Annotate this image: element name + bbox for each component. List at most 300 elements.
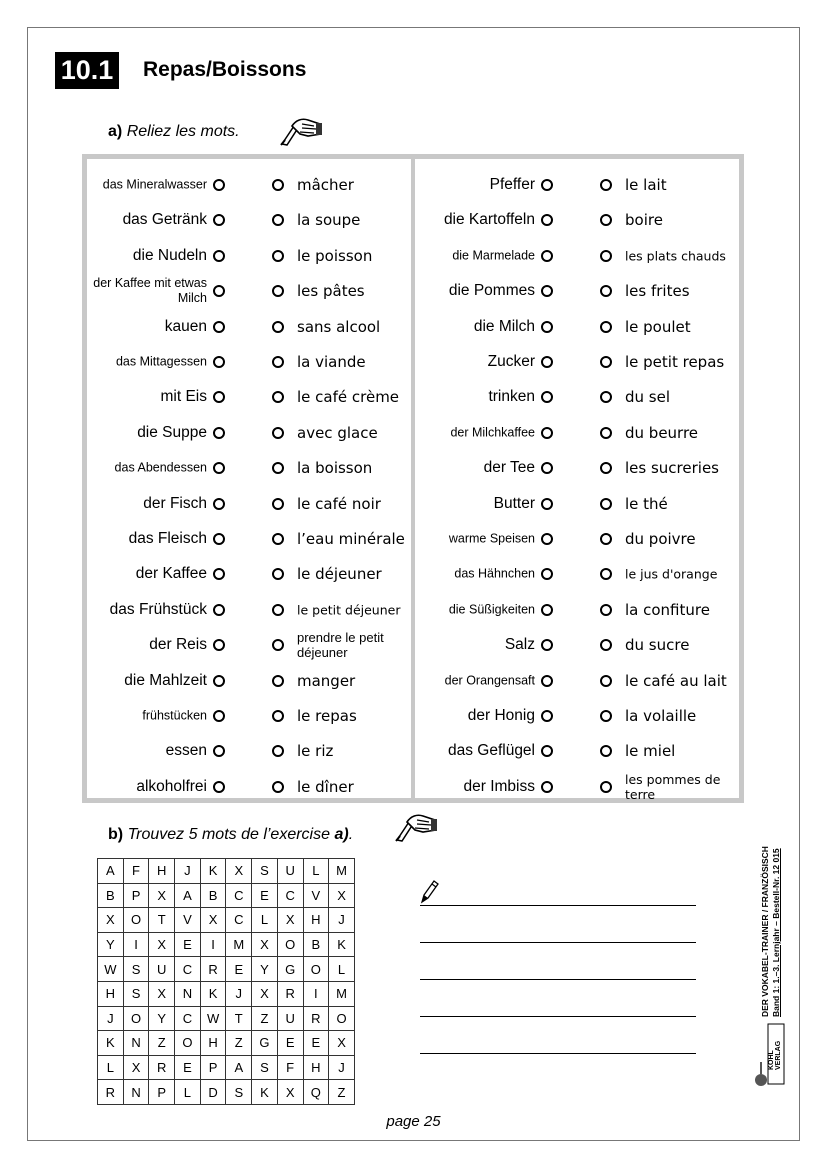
french-word: avec glace	[297, 423, 378, 442]
grid-cell[interactable]: U	[277, 859, 303, 884]
connect-dot-german[interactable]	[541, 639, 553, 651]
grid-cell[interactable]: E	[175, 1055, 201, 1080]
grid-cell[interactable]: Q	[303, 1080, 329, 1105]
connect-dot-german[interactable]	[541, 179, 553, 191]
grid-cell[interactable]: C	[277, 883, 303, 908]
connect-dot-german[interactable]	[213, 427, 225, 439]
french-word: le poulet	[625, 317, 691, 336]
match-row	[87, 416, 411, 450]
page-number: page 25	[386, 1113, 441, 1130]
side-imprint	[760, 787, 782, 1017]
connect-dot-german[interactable]	[213, 285, 225, 297]
match-row	[87, 628, 411, 662]
grid-cell[interactable]: K	[200, 981, 226, 1006]
connect-dot-french[interactable]	[272, 568, 284, 580]
connect-dot-german[interactable]	[541, 604, 553, 616]
match-row	[87, 239, 411, 273]
german-word: kauen	[164, 317, 207, 335]
german-word: die Suppe	[137, 423, 207, 441]
french-word: les pâtes	[297, 282, 365, 301]
german-word: der Kaffee	[135, 565, 207, 583]
writing-hand-icon	[393, 810, 439, 842]
match-row	[87, 168, 411, 202]
grid-cell[interactable]: I	[123, 932, 149, 957]
connect-dot-french[interactable]	[272, 285, 284, 297]
grid-cell[interactable]: S	[252, 1055, 278, 1080]
connect-dot-french[interactable]	[600, 781, 612, 793]
french-word: le thé	[625, 494, 668, 513]
grid-row	[98, 981, 355, 1006]
grid-cell[interactable]: X	[252, 981, 278, 1006]
german-word: der Reis	[149, 636, 207, 654]
grid-cell[interactable]: K	[329, 932, 355, 957]
match-row	[415, 310, 739, 344]
grid-cell[interactable]: J	[329, 1055, 355, 1080]
french-word: manger	[297, 671, 356, 690]
connect-dot-german[interactable]	[213, 781, 225, 793]
match-row	[415, 734, 739, 768]
german-word: essen	[165, 742, 207, 760]
connect-dot-french[interactable]	[600, 604, 612, 616]
german-word: der Fisch	[143, 494, 207, 512]
publisher-name: KOHL VERLAG	[768, 1040, 782, 1070]
connect-dot-german[interactable]	[541, 710, 553, 722]
connect-dot-french[interactable]	[600, 250, 612, 262]
connect-dot-german[interactable]	[541, 781, 553, 793]
answer-line[interactable]	[420, 942, 696, 943]
grid-cell[interactable]: E	[175, 932, 201, 957]
grid-cell[interactable]: M	[329, 981, 355, 1006]
german-word: der Honig	[467, 707, 535, 724]
connect-dot-german[interactable]	[541, 214, 553, 226]
grid-cell[interactable]: O	[329, 1006, 355, 1031]
grid-row	[98, 883, 355, 908]
grid-cell[interactable]: E	[226, 957, 252, 982]
grid-cell[interactable]: J	[175, 859, 201, 884]
match-row	[87, 345, 411, 379]
connect-dot-french[interactable]	[272, 391, 284, 403]
grid-cell[interactable]: A	[98, 859, 124, 884]
imprint-series: DER VOKABEL-TRAINER / FRANZÖSISCH	[760, 846, 770, 1017]
grid-cell[interactable]: Z	[252, 1006, 278, 1031]
grid-cell[interactable]: X	[149, 883, 175, 908]
grid-cell[interactable]: Y	[252, 957, 278, 982]
french-word: le petit déjeuner	[297, 602, 401, 618]
grid-cell[interactable]: X	[329, 883, 355, 908]
french-word: le café noir	[297, 494, 381, 513]
grid-cell[interactable]: B	[200, 883, 226, 908]
grid-cell[interactable]: L	[252, 908, 278, 933]
grid-cell[interactable]: H	[149, 859, 175, 884]
connect-dot-german[interactable]	[213, 604, 225, 616]
grid-row	[98, 1031, 355, 1056]
grid-cell[interactable]: F	[277, 1055, 303, 1080]
match-row	[87, 451, 411, 485]
connect-dot-german[interactable]	[541, 568, 553, 580]
connect-dot-french[interactable]	[600, 427, 612, 439]
match-row	[87, 699, 411, 733]
french-word: la volaille	[625, 707, 697, 725]
grid-cell[interactable]: R	[303, 1006, 329, 1031]
connect-dot-french[interactable]	[600, 462, 612, 474]
grid-cell[interactable]: N	[175, 981, 201, 1006]
grid-cell[interactable]: J	[98, 1006, 124, 1031]
exercise-b-instruction	[108, 826, 353, 844]
german-word: der Orangensaft	[444, 673, 535, 688]
grid-cell[interactable]: S	[252, 859, 278, 884]
connect-dot-german[interactable]	[541, 285, 553, 297]
german-word: trinken	[488, 388, 535, 406]
french-word: le dîner	[297, 777, 354, 796]
writing-hand-icon	[278, 114, 324, 146]
grid-cell[interactable]: C	[226, 883, 252, 908]
grid-cell[interactable]: R	[200, 957, 226, 982]
grid-cell[interactable]: X	[123, 1055, 149, 1080]
connect-dot-french[interactable]	[272, 781, 284, 793]
connect-dot-french[interactable]	[600, 639, 612, 651]
page-title: Repas/Boissons	[143, 58, 307, 81]
grid-row	[98, 1006, 355, 1031]
connect-dot-french[interactable]	[272, 427, 284, 439]
match-row	[87, 380, 411, 414]
grid-cell[interactable]: A	[175, 883, 201, 908]
imprint-volume: Band 1: 1.–3. Lernjahr – Bestell-Nr. 12 015	[771, 848, 781, 1017]
connect-dot-french[interactable]	[600, 710, 612, 722]
grid-row	[98, 1055, 355, 1080]
grid-cell[interactable]: S	[123, 981, 149, 1006]
exercise-a-text: Reliez les mots.	[126, 123, 240, 140]
grid-cell[interactable]: I	[200, 932, 226, 957]
german-word: mit Eis	[160, 388, 207, 406]
french-word: la confiture	[625, 600, 710, 619]
grid-cell[interactable]: N	[123, 1031, 149, 1056]
grid-cell[interactable]: P	[200, 1055, 226, 1080]
match-row	[415, 345, 739, 379]
grid-cell[interactable]: M	[329, 859, 355, 884]
connect-dot-german[interactable]	[541, 427, 553, 439]
grid-cell[interactable]: S	[123, 957, 149, 982]
grid-cell[interactable]: L	[303, 859, 329, 884]
french-word: les sucreries	[625, 459, 719, 478]
connect-dot-german[interactable]	[541, 498, 553, 510]
connect-dot-german[interactable]	[541, 745, 553, 757]
grid-row	[98, 859, 355, 884]
grid-cell[interactable]: O	[123, 1006, 149, 1031]
grid-cell[interactable]: U	[149, 957, 175, 982]
grid-cell[interactable]: X	[329, 1031, 355, 1056]
match-row	[415, 522, 739, 556]
match-row	[87, 593, 411, 627]
grid-cell[interactable]: X	[149, 981, 175, 1006]
german-word: Zucker	[487, 353, 535, 370]
grid-cell[interactable]: W	[200, 1006, 226, 1031]
german-word: das Hähnchen	[454, 566, 535, 581]
grid-cell[interactable]: G	[277, 957, 303, 982]
grid-cell[interactable]: E	[303, 1031, 329, 1056]
answer-line[interactable]	[420, 1016, 696, 1017]
connect-dot-french[interactable]	[272, 214, 284, 226]
grid-cell[interactable]: R	[277, 981, 303, 1006]
exercise-b-label: b)	[108, 826, 124, 843]
connect-dot-german[interactable]	[213, 179, 225, 191]
connect-dot-german[interactable]	[541, 533, 553, 545]
connect-dot-french[interactable]	[272, 745, 284, 757]
connect-dot-french[interactable]	[600, 321, 612, 333]
grid-cell[interactable]: H	[303, 1055, 329, 1080]
french-word: le poisson	[297, 246, 373, 265]
grid-cell[interactable]: U	[277, 1006, 303, 1031]
grid-cell[interactable]: O	[175, 1031, 201, 1056]
connect-dot-german[interactable]	[213, 745, 225, 757]
german-word: Butter	[493, 494, 535, 512]
grid-cell[interactable]: L	[175, 1080, 201, 1105]
match-row	[415, 699, 739, 733]
match-row	[415, 593, 739, 627]
french-word: du beurre	[625, 423, 699, 442]
connect-dot-french[interactable]	[272, 356, 284, 368]
grid-cell[interactable]: H	[98, 981, 124, 1006]
connect-dot-german[interactable]	[213, 639, 225, 651]
answer-line[interactable]	[420, 979, 696, 980]
connect-dot-german[interactable]	[541, 250, 553, 262]
grid-cell[interactable]: E	[277, 1031, 303, 1056]
connect-dot-german[interactable]	[213, 568, 225, 580]
grid-cell[interactable]: V	[175, 908, 201, 933]
grid-cell[interactable]: T	[149, 908, 175, 933]
match-row	[87, 522, 411, 556]
match-row	[415, 416, 739, 450]
french-word: le jus d'orange	[625, 566, 718, 582]
grid-cell[interactable]: X	[98, 908, 124, 933]
connect-dot-french[interactable]	[600, 214, 612, 226]
french-word: les frites	[625, 282, 690, 301]
exercise-a-label: a)	[108, 123, 123, 140]
grid-cell[interactable]: I	[303, 981, 329, 1006]
grid-cell[interactable]: Y	[98, 932, 124, 957]
match-row	[415, 168, 739, 202]
exercise-a-instruction	[108, 123, 240, 141]
french-word: du sucre	[625, 636, 690, 655]
connect-dot-german[interactable]	[213, 214, 225, 226]
german-word: die Milch	[473, 317, 535, 335]
connect-dot-french[interactable]	[272, 462, 284, 474]
grid-row	[98, 932, 355, 957]
grid-cell[interactable]: X	[226, 859, 252, 884]
matching-panel-right	[415, 159, 739, 802]
grid-cell[interactable]: B	[98, 883, 124, 908]
grid-cell[interactable]: B	[303, 932, 329, 957]
grid-cell[interactable]: X	[200, 908, 226, 933]
german-word: das Frühstück	[109, 600, 207, 618]
connect-dot-french[interactable]	[272, 498, 284, 510]
french-word: les plats chauds	[625, 248, 726, 264]
pencil-icon	[420, 878, 440, 904]
connect-dot-german[interactable]	[213, 356, 225, 368]
grid-cell[interactable]: V	[303, 883, 329, 908]
grid-cell[interactable]: X	[277, 908, 303, 933]
grid-cell[interactable]: J	[226, 981, 252, 1006]
german-word: Pfeffer	[489, 176, 535, 193]
match-row	[87, 274, 411, 308]
german-word: der Milchkaffee	[450, 425, 535, 440]
match-row	[415, 770, 739, 804]
grid-cell[interactable]: R	[149, 1055, 175, 1080]
grid-cell[interactable]: C	[175, 1006, 201, 1031]
grid-cell[interactable]: O	[303, 957, 329, 982]
match-row	[415, 664, 739, 698]
connect-dot-french[interactable]	[600, 356, 612, 368]
grid-cell[interactable]: E	[252, 883, 278, 908]
grid-row	[98, 1080, 355, 1105]
grid-cell[interactable]: J	[329, 908, 355, 933]
connect-dot-french[interactable]	[272, 533, 284, 545]
connect-dot-german[interactable]	[213, 533, 225, 545]
answer-line[interactable]	[420, 905, 696, 906]
grid-cell[interactable]: K	[252, 1080, 278, 1105]
grid-cell[interactable]: F	[123, 859, 149, 884]
grid-cell[interactable]: D	[200, 1080, 226, 1105]
connect-dot-german[interactable]	[213, 710, 225, 722]
answer-line[interactable]	[420, 1053, 696, 1054]
grid-cell[interactable]: X	[252, 932, 278, 957]
german-word: die Pommes	[448, 282, 535, 300]
grid-cell[interactable]: M	[226, 932, 252, 957]
connect-dot-french[interactable]	[600, 533, 612, 545]
word-search-grid	[97, 858, 355, 1105]
connect-dot-german[interactable]	[541, 675, 553, 687]
german-word: der Kaffee mit etwas Milch	[93, 276, 207, 306]
german-word: der Imbiss	[463, 777, 535, 795]
match-row	[415, 451, 739, 485]
grid-cell[interactable]: Z	[329, 1080, 355, 1105]
match-row	[87, 203, 411, 237]
grid-cell[interactable]: H	[200, 1031, 226, 1056]
match-row	[87, 557, 411, 591]
grid-cell[interactable]: S	[226, 1080, 252, 1105]
match-row	[87, 664, 411, 698]
connect-dot-french[interactable]	[272, 179, 284, 191]
match-row	[415, 628, 739, 662]
german-word: frühstücken	[142, 708, 207, 723]
match-row	[87, 770, 411, 804]
grid-cell[interactable]: G	[252, 1031, 278, 1056]
connect-dot-french[interactable]	[600, 675, 612, 687]
matching-panel-left	[87, 159, 411, 798]
grid-cell[interactable]: K	[200, 859, 226, 884]
french-word: le petit repas	[625, 353, 725, 371]
connect-dot-french[interactable]	[272, 710, 284, 722]
connect-dot-german[interactable]	[541, 391, 553, 403]
german-word: die Marmelade	[452, 248, 535, 263]
match-row	[415, 203, 739, 237]
german-word: das Mittagessen	[115, 354, 207, 369]
grid-cell[interactable]: T	[226, 1006, 252, 1031]
german-word: die Mahlzeit	[124, 671, 207, 689]
grid-cell[interactable]: Z	[226, 1031, 252, 1056]
grid-cell[interactable]: N	[123, 1080, 149, 1105]
match-row	[87, 487, 411, 521]
french-word: le déjeuner	[297, 565, 382, 584]
grid-cell[interactable]: X	[277, 1080, 303, 1105]
grid-cell[interactable]: P	[149, 1080, 175, 1105]
grid-cell[interactable]: L	[329, 957, 355, 982]
german-word: das Mineralwasser	[102, 177, 207, 192]
matching-exercise	[82, 154, 744, 803]
connect-dot-french[interactable]	[600, 179, 612, 191]
connect-dot-french[interactable]	[600, 745, 612, 757]
french-word: le miel	[625, 742, 676, 761]
german-word: die Nudeln	[132, 246, 207, 264]
french-word: sans alcool	[297, 317, 381, 336]
connect-dot-french[interactable]	[272, 321, 284, 333]
grid-cell[interactable]: O	[123, 908, 149, 933]
section-number: 10.1	[55, 52, 119, 89]
match-row	[87, 734, 411, 768]
connect-dot-german[interactable]	[213, 675, 225, 687]
connect-dot-german[interactable]	[213, 498, 225, 510]
grid-cell[interactable]: O	[277, 932, 303, 957]
german-word: das Getränk	[122, 211, 207, 229]
grid-cell[interactable]: W	[98, 957, 124, 982]
german-word: der Tee	[483, 459, 535, 477]
connect-dot-german[interactable]	[213, 391, 225, 403]
connect-dot-french[interactable]	[272, 675, 284, 687]
grid-cell[interactable]: C	[226, 908, 252, 933]
german-word: das Geflügel	[447, 742, 535, 760]
french-word: le café au lait	[625, 671, 727, 690]
connect-dot-french[interactable]	[272, 250, 284, 262]
match-row	[415, 487, 739, 521]
connect-dot-french[interactable]	[600, 568, 612, 580]
match-row	[87, 310, 411, 344]
connect-dot-german[interactable]	[213, 462, 225, 474]
grid-cell[interactable]: X	[149, 932, 175, 957]
grid-cell[interactable]: L	[98, 1055, 124, 1080]
french-word: prendre le petit déjeuner	[297, 630, 384, 661]
german-word: Salz	[504, 636, 535, 654]
connect-dot-french[interactable]	[600, 391, 612, 403]
connect-dot-french[interactable]	[600, 285, 612, 297]
grid-cell[interactable]: C	[175, 957, 201, 982]
connect-dot-french[interactable]	[600, 498, 612, 510]
connect-dot-german[interactable]	[541, 462, 553, 474]
exercise-b-period: .	[348, 826, 354, 843]
french-word: le café crème	[297, 388, 400, 407]
grid-cell[interactable]: P	[123, 883, 149, 908]
connect-dot-german[interactable]	[213, 321, 225, 333]
connect-dot-german[interactable]	[541, 321, 553, 333]
exercise-b-ref: a)	[334, 826, 349, 843]
german-word: das Fleisch	[128, 530, 207, 547]
grid-cell[interactable]: A	[226, 1055, 252, 1080]
grid-row	[98, 908, 355, 933]
connect-dot-french[interactable]	[272, 604, 284, 616]
grid-cell[interactable]: Y	[149, 1006, 175, 1031]
french-word: le repas	[297, 707, 357, 725]
match-row	[415, 557, 739, 591]
french-word: du poivre	[625, 530, 696, 548]
grid-cell[interactable]: R	[98, 1080, 124, 1105]
grid-cell[interactable]: K	[98, 1031, 124, 1056]
connect-dot-german[interactable]	[213, 250, 225, 262]
connect-dot-french[interactable]	[272, 639, 284, 651]
exercise-b-text: Trouvez 5 mots de l’exercise	[127, 826, 331, 843]
grid-cell[interactable]: Z	[149, 1031, 175, 1056]
match-row	[415, 380, 739, 414]
german-word: warme Speisen	[448, 531, 535, 546]
connect-dot-german[interactable]	[541, 356, 553, 368]
grid-cell[interactable]: H	[303, 908, 329, 933]
